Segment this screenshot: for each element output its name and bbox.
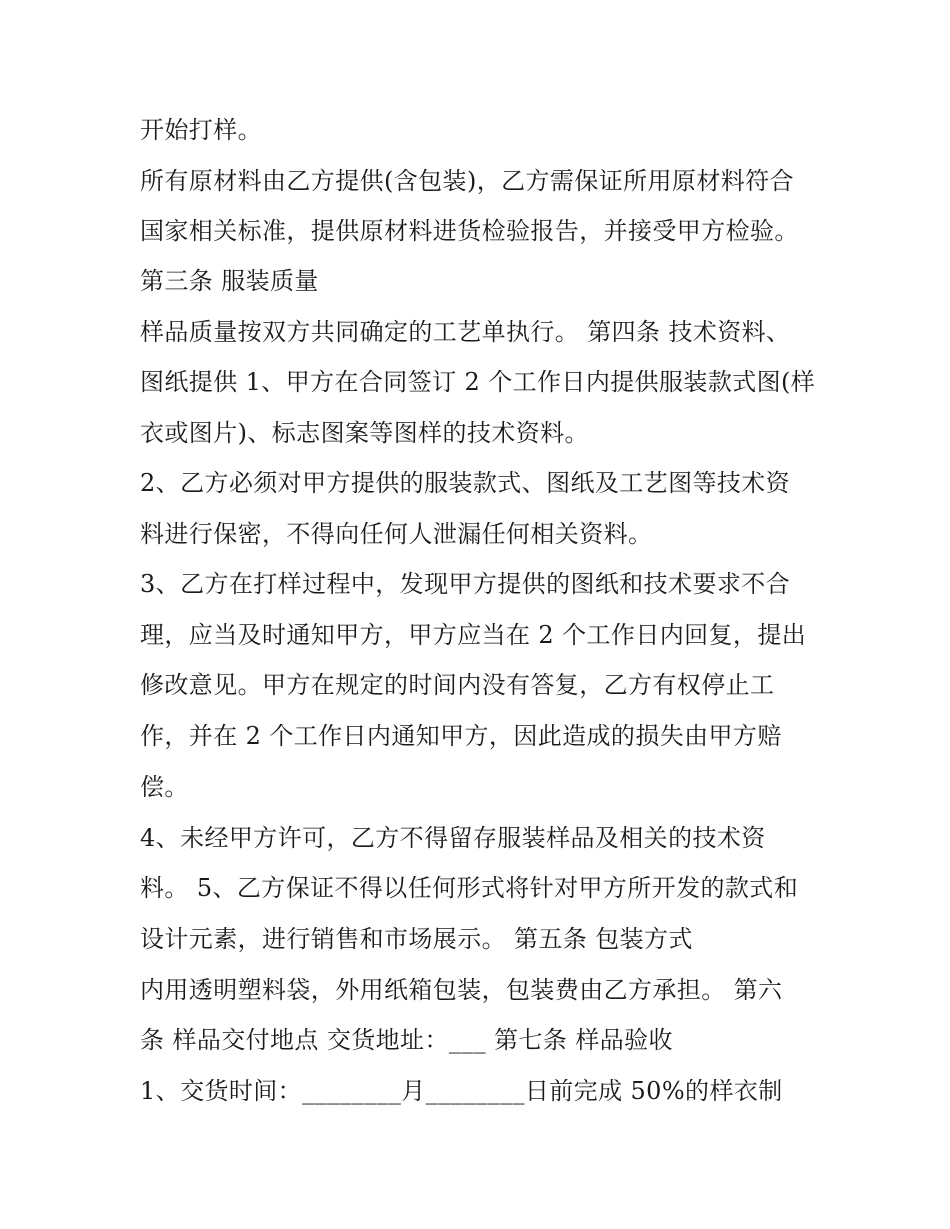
- text-line: 修改意见。甲方在规定的时间内没有答复，乙方有权停止工: [140, 671, 775, 699]
- text-line: 条 样品交付地点 交货地址：___ 第七条 样品验收: [140, 1026, 673, 1054]
- text-line: 1、交货时间：________月________日前完成 50%的样衣制: [140, 1077, 783, 1105]
- text-line: 偿。: [140, 773, 189, 801]
- text-line: 设计元素，进行销售和市场展示。 第五条 包装方式: [140, 925, 693, 953]
- section-heading: 第三条 服装质量: [140, 267, 319, 295]
- text-line: 样品质量按双方共同确定的工艺单执行。 第四条 技术资料、: [140, 318, 791, 346]
- text-line: 料。 5、乙方保证不得以任何形式将针对甲方所开发的款式和: [140, 874, 799, 902]
- text-line: 衣或图片)、标志图案等图样的技术资料。: [140, 419, 589, 447]
- text-line: 理，应当及时通知甲方，甲方应当在 2 个工作日内回复，提出: [140, 621, 807, 649]
- text-line: 作，并在 2 个工作日内通知甲方，因此造成的损失由甲方赔: [140, 722, 782, 750]
- text-line: 开始打样。: [140, 116, 262, 144]
- text-line: 内用透明塑料袋，外用纸箱包装，包装费由乙方承担。 第六: [140, 976, 783, 1004]
- text-line: 料进行保密，不得向任何人泄漏任何相关资料。: [140, 520, 653, 548]
- text-line: 图纸提供 1、甲方在合同签订 2 个工作日内提供服装款式图(样: [140, 368, 816, 396]
- text-line: 国家相关标准，提供原材料进货检验报告，并接受甲方检验。: [140, 217, 799, 245]
- text-line: 3、乙方在打样过程中，发现甲方提供的图纸和技术要求不合: [140, 570, 791, 598]
- text-line: 所有原材料由乙方提供(含包装)，乙方需保证所用原材料符合: [140, 167, 794, 195]
- text-line: 4、未经甲方许可，乙方不得留存服装样品及相关的技术资: [140, 824, 766, 852]
- text-line: 2、乙方必须对甲方提供的服装款式、图纸及工艺图等技术资: [140, 469, 791, 497]
